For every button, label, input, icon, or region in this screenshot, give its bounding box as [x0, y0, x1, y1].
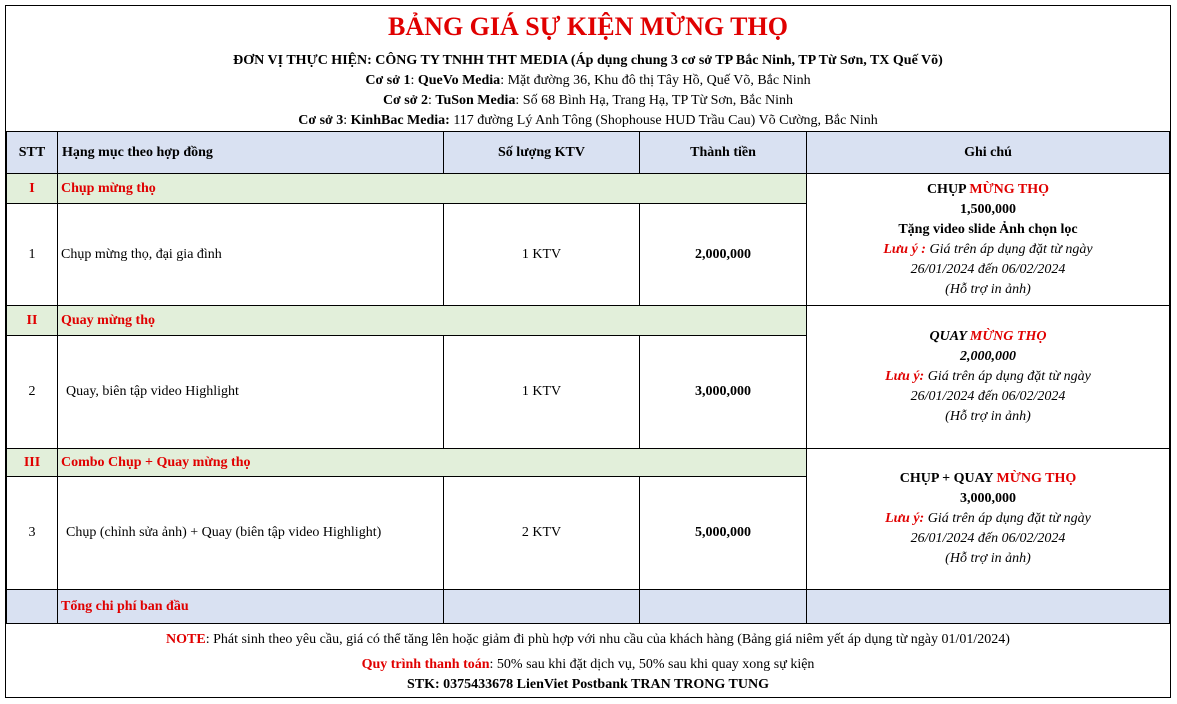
branch-2-name: TuSon Media: [435, 93, 516, 108]
note-title: CHỤP + QUAY MỪNG THỌ: [899, 471, 1077, 486]
section-number: I: [7, 174, 58, 204]
section-row: [7, 306, 1170, 336]
branch-2-label: Cơ sở 2: [382, 93, 428, 108]
row-qty: 1 KTV: [444, 336, 640, 449]
note-support: (Hỗ trợ in ảnh): [945, 409, 1031, 424]
branch-2-address: Số 68 Bình Hạ, Trang Hạ, TP Từ Sơn, Bắc Ninh: [522, 93, 794, 108]
note-warning: Lưu ý : Giá trên áp dụng đặt từ ngày: [883, 241, 1093, 257]
branch-3-address: 117 đường Lý Anh Tông (Shophouse HUD Trầu Cau) Võ Cường, Bắc Ninh: [453, 113, 878, 128]
section-number: III: [7, 449, 58, 477]
section-name: Quay mừng thọ: [58, 306, 807, 336]
note-warning: Lưu ý: Giá trên áp dụng đặt từ ngày: [885, 369, 1091, 384]
note-price: 2,000,000: [960, 349, 1016, 364]
note-support: (Hỗ trợ in ảnh): [945, 551, 1031, 566]
section-number: II: [7, 306, 58, 336]
branch-3-name: KinhBac Media:: [350, 113, 450, 128]
branch-3-label: Cơ sở 3: [298, 113, 344, 128]
total-row: [7, 590, 1170, 624]
row-item: Chụp (chỉnh sửa ảnh) + Quay (biên tập video Highlight): [58, 477, 444, 590]
note-price: 1,500,000: [960, 201, 1016, 217]
row-item: Chụp mừng thọ, đại gia đình: [58, 204, 444, 306]
note-text: : Phát sinh theo yêu cầu, giá có thể tăng lên hoặc giảm đi phù hợp với nhu cầu của khách hàng (Bảng giá niêm yết áp dụng từ ngày 01/01/2024): [205, 632, 1010, 647]
table-header-row: [7, 132, 1170, 174]
note-support: (Hỗ trợ in ảnh): [945, 281, 1031, 297]
col-header-qty: Số lượng KTV: [444, 132, 640, 174]
branch-1-address: Mặt đường 36, Khu đô thị Tây Hồ, Quế Võ, Bắc Ninh: [507, 73, 811, 88]
branch-1-label: Cơ sở 1: [365, 73, 411, 88]
note-dates: 26/01/2024 đến 06/02/2024: [910, 389, 1066, 404]
note-cell: [807, 306, 1170, 449]
note-dates: 26/01/2024 đến 06/02/2024: [910, 261, 1066, 277]
bank-account: STK: 0375433678 LienViet Postbank TRAN TRONG TUNG: [407, 677, 769, 692]
row-stt: 1: [7, 204, 58, 306]
row-stt: 2: [7, 336, 58, 449]
note-title: CHỤP MỪNG THỌ: [926, 181, 1050, 197]
col-header-note: Ghi chú: [807, 132, 1170, 174]
col-header-stt: STT: [7, 132, 58, 174]
note-label: NOTE: [166, 632, 206, 647]
row-price: 5,000,000: [640, 477, 807, 590]
page-title: BẢNG GIÁ SỰ KIỆN MỪNG THỌ: [388, 12, 788, 41]
price-table: [6, 131, 1170, 624]
row-qty: 2 KTV: [444, 477, 640, 590]
note-title: QUAY MỪNG THỌ: [929, 329, 1047, 344]
branch-1-name: QueVo Media: [417, 73, 501, 88]
price-sheet: [5, 5, 1171, 698]
note-dates: 26/01/2024 đến 06/02/2024: [910, 531, 1066, 546]
row-qty: 1 KTV: [444, 204, 640, 306]
row-price: 2,000,000: [640, 204, 807, 306]
company-line: ĐƠN VỊ THỰC HIỆN: CÔNG TY TNHH THT MEDIA (Áp dụng chung 3 cơ sở TP Bắc Ninh, TP Từ Sơn, TX Quế Võ): [233, 53, 943, 68]
row-item: Quay, biên tập video Highlight: [58, 336, 444, 449]
section-name: Combo Chụp + Quay mừng thọ: [58, 449, 807, 477]
total-label: Tổng chi phí ban đầu: [58, 590, 444, 624]
branch-1: Cơ sở 1: QueVo Media: Mặt đường 36, Khu đô thị Tây Hồ, Quế Võ, Bắc Ninh: [365, 73, 811, 88]
payment-label: Quy trình thanh toán: [361, 657, 490, 672]
section-row: [7, 449, 1170, 477]
payment-terms: [6, 657, 1170, 673]
section-row: [7, 174, 1170, 204]
note-warning: Lưu ý: Giá trên áp dụng đặt từ ngày: [885, 511, 1091, 526]
note-price: 3,000,000: [960, 491, 1016, 506]
row-price: 3,000,000: [640, 336, 807, 449]
note-cell: [807, 449, 1170, 590]
section-name: Chụp mừng thọ: [58, 174, 807, 204]
row-stt: 3: [7, 477, 58, 590]
footer-note: [6, 632, 1170, 648]
payment-text: : 50% sau khi đặt dịch vụ, 50% sau khi quay xong sự kiện: [489, 657, 815, 672]
branch-2: Cơ sở 2: TuSon Media: Số 68 Bình Hạ, Trang Hạ, TP Từ Sơn, Bắc Ninh: [382, 93, 794, 108]
note-gift: Tặng video slide Ảnh chọn lọc: [898, 221, 1078, 237]
branch-3: Cơ sở 3: KinhBac Media: 117 đường Lý Anh Tông (Shophouse HUD Trầu Cau) Võ Cường, Bắc Ninh: [298, 113, 878, 128]
col-header-item: Hạng mục theo hợp đồng: [58, 132, 444, 174]
col-header-price: Thành tiền: [640, 132, 807, 174]
note-cell: [807, 174, 1170, 306]
